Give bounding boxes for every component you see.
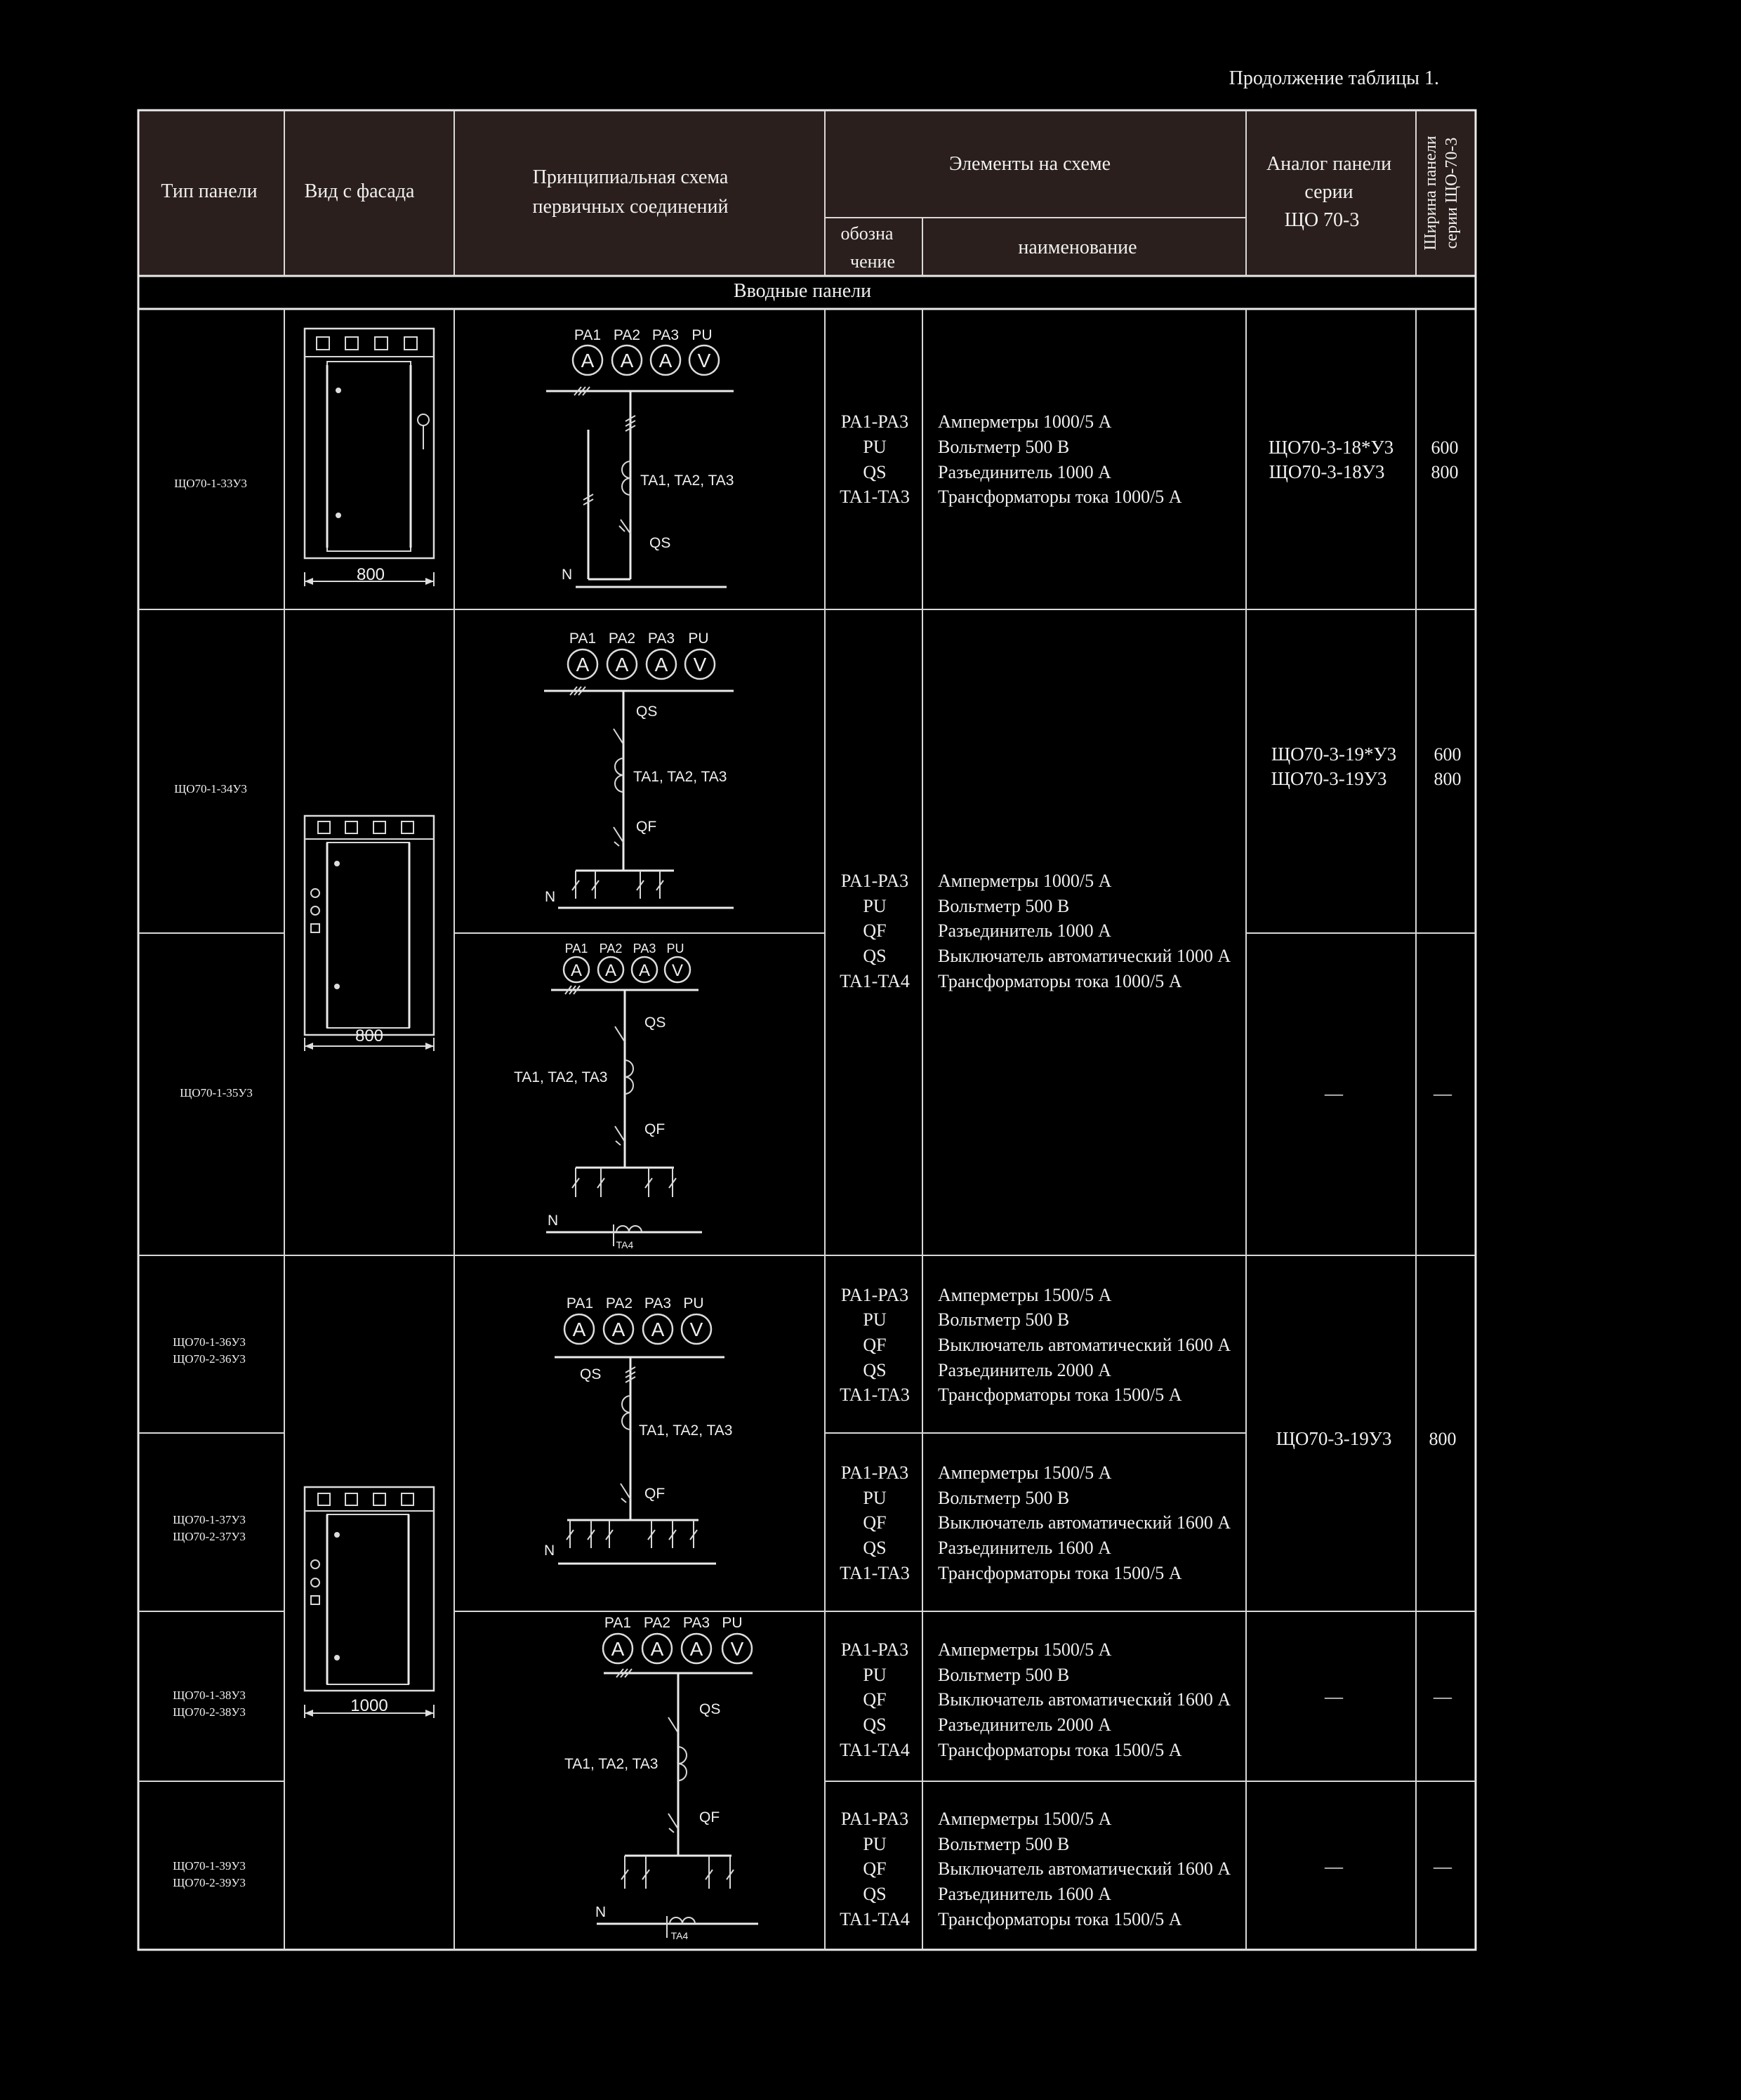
scheme-5-label-pa1: PA1 bbox=[604, 1615, 632, 1631]
element-name: Разъединитель 1000 А bbox=[938, 920, 1111, 941]
panel-type-34: ЩО70-1-34У3 bbox=[174, 782, 247, 795]
element-name: Амперметры 1000/5 А bbox=[938, 411, 1112, 432]
element-name: Выключатель автоматический 1000 А bbox=[938, 946, 1231, 966]
width-r3: — bbox=[1434, 1083, 1452, 1104]
scheme-3-label-ta4: TA4 bbox=[616, 1239, 634, 1250]
element-code: QF bbox=[863, 1512, 887, 1533]
header-elements: Элементы на схеме bbox=[948, 153, 1111, 175]
element-name: Амперметры 1500/5 А bbox=[938, 1462, 1112, 1483]
facade-view-2 bbox=[305, 816, 434, 1051]
scheme-5-label-pu: PU bbox=[722, 1615, 743, 1631]
header-designation-line1: обозна bbox=[840, 223, 894, 244]
scheme-2-label-ta: TA1, TA2, TA3 bbox=[633, 769, 727, 785]
analog-r2-line2: ЩО70-3-19У3 bbox=[1271, 768, 1387, 789]
panel-type-39-1: ЩО70-1-39У3 bbox=[173, 1859, 246, 1873]
analog-r2-line1: ЩО70-3-19*У3 bbox=[1271, 744, 1397, 765]
elements-group-2 bbox=[840, 871, 1231, 991]
header-width-line1: Ширина панели bbox=[1422, 136, 1440, 251]
element-code: TA1-TA3 bbox=[840, 487, 910, 507]
scheme-4-label-ta: TA1, TA2, TA3 bbox=[639, 1422, 733, 1439]
scheme-1-label-pa1: PA1 bbox=[574, 327, 602, 343]
elements-group-3 bbox=[840, 1285, 1231, 1405]
scheme-2-label-qf: QF bbox=[636, 819, 657, 835]
element-code: QF bbox=[863, 1858, 887, 1879]
scheme-4-label-pa2: PA2 bbox=[605, 1295, 633, 1312]
panel-type-39-2: ЩО70-2-39У3 bbox=[173, 1876, 246, 1889]
element-name: Трансформаторы тока 1500/5 А bbox=[938, 1909, 1182, 1929]
width-r2-line1: 600 bbox=[1434, 744, 1462, 765]
element-name: Вольтметр 500 В bbox=[938, 1665, 1070, 1685]
element-code: PA1-PA3 bbox=[840, 871, 909, 891]
element-code: PA1-PA3 bbox=[840, 1462, 909, 1483]
panel-type-33: ЩО70-1-33У3 bbox=[174, 477, 247, 490]
scheme-4-label-n: N bbox=[544, 1543, 555, 1559]
header-analog-line2: серии bbox=[1304, 181, 1353, 203]
scheme-3-volt: V bbox=[671, 961, 684, 980]
element-code: PA1-PA3 bbox=[840, 411, 909, 432]
panel-type-37-2: ЩО70-2-37У3 bbox=[173, 1530, 246, 1543]
element-name: Разъединитель 2000 А bbox=[938, 1715, 1111, 1735]
width-column bbox=[1429, 437, 1462, 1877]
scheme-4-label-qs: QS bbox=[580, 1366, 602, 1382]
element-name: Трансформаторы тока 1500/5 А bbox=[938, 1385, 1182, 1405]
element-name: Трансформаторы тока 1000/5 А bbox=[938, 971, 1182, 991]
scheme-5-label-qs: QS bbox=[699, 1701, 721, 1717]
scheme-5-label-pa2: PA2 bbox=[643, 1615, 671, 1631]
element-code: PU bbox=[863, 1488, 887, 1508]
scheme-1-label-ta: TA1, TA2, TA3 bbox=[640, 473, 734, 489]
panel-type-37-1: ЩО70-1-37У3 bbox=[173, 1513, 246, 1526]
facade-view-1 bbox=[305, 329, 434, 586]
element-name: Выключатель автоматический 1600 А bbox=[938, 1858, 1231, 1879]
scheme-3-label-n: N bbox=[548, 1213, 559, 1229]
width-r45: 800 bbox=[1429, 1429, 1457, 1449]
element-name: Амперметры 1000/5 А bbox=[938, 871, 1112, 891]
element-code: PU bbox=[863, 1665, 887, 1685]
panel-type-36-1: ЩО70-1-36У3 bbox=[173, 1335, 246, 1349]
scheme-diagram-2 bbox=[544, 630, 734, 908]
scheme-5-amp-3: A bbox=[689, 1638, 703, 1660]
scheme-3-label-pa2: PA2 bbox=[599, 942, 623, 956]
element-name: Разъединитель 2000 А bbox=[938, 1360, 1111, 1380]
scheme-1-label-pa3: PA3 bbox=[651, 327, 680, 343]
scheme-5-amp-2: A bbox=[650, 1638, 664, 1660]
scheme-1-label-pu: PU bbox=[691, 327, 713, 343]
scheme-1-volt: V bbox=[697, 350, 711, 371]
analog-r3: — bbox=[1325, 1083, 1343, 1104]
scheme-2-amp-1: A bbox=[576, 654, 590, 675]
analog-r1-line1: ЩО70-3-18*У3 bbox=[1268, 437, 1394, 458]
scheme-5-label-ta4: TA4 bbox=[670, 1930, 689, 1941]
scheme-4-label-qf: QF bbox=[644, 1486, 666, 1502]
element-name: Вольтметр 500 В bbox=[938, 1834, 1070, 1854]
element-code: TA1-TA4 bbox=[840, 1740, 910, 1760]
element-code: PA1-PA3 bbox=[840, 1285, 909, 1305]
panel-type-35: ЩО70-1-35У3 bbox=[180, 1086, 253, 1099]
scheme-3-label-qs: QS bbox=[644, 1015, 666, 1031]
element-name: Выключатель автоматический 1600 А bbox=[938, 1335, 1231, 1355]
element-name: Вольтметр 500 В bbox=[938, 896, 1070, 916]
header-name: наименование bbox=[1018, 237, 1137, 258]
element-name: Трансформаторы тока 1000/5 А bbox=[938, 487, 1182, 507]
element-name: Вольтметр 500 В bbox=[938, 1309, 1070, 1330]
header-facade: Вид с фасада bbox=[304, 180, 415, 202]
scheme-2-label-n: N bbox=[545, 889, 556, 905]
table-grid bbox=[138, 110, 1476, 1950]
scheme-2-label-pa1: PA1 bbox=[569, 630, 597, 647]
analog-r1-line2: ЩО70-3-18У3 bbox=[1269, 461, 1385, 482]
header-analog-line3: ЩО 70-3 bbox=[1284, 209, 1360, 231]
element-name: Амперметры 1500/5 А bbox=[938, 1639, 1112, 1660]
scheme-5-volt: V bbox=[730, 1638, 744, 1660]
scheme-3-label-pa3: PA3 bbox=[633, 942, 656, 956]
element-name: Вольтметр 500 В bbox=[938, 437, 1070, 457]
scheme-4-amp-2: A bbox=[611, 1319, 625, 1340]
element-code: PU bbox=[863, 896, 887, 916]
header-analog-line1: Аналог панели bbox=[1266, 153, 1392, 175]
scheme-2-label-pa3: PA3 bbox=[647, 630, 675, 647]
element-code: QS bbox=[863, 1884, 887, 1904]
facade-3-dimension: 1000 bbox=[350, 1696, 388, 1715]
header-designation-line2: чение bbox=[850, 251, 895, 272]
scheme-diagram-1 bbox=[546, 327, 734, 587]
scheme-3-label-pu: PU bbox=[666, 942, 684, 956]
scheme-diagram-3 bbox=[514, 942, 702, 1250]
scheme-1-label-qs: QS bbox=[649, 535, 671, 551]
width-r6: — bbox=[1434, 1686, 1452, 1707]
element-code: QS bbox=[863, 462, 887, 482]
scheme-2-amp-3: A bbox=[654, 654, 668, 675]
element-name: Трансформаторы тока 1500/5 А bbox=[938, 1563, 1182, 1583]
width-r1-line2: 800 bbox=[1431, 462, 1459, 482]
element-name: Разъединитель 1600 А bbox=[938, 1538, 1111, 1558]
element-code: QF bbox=[863, 1335, 887, 1355]
scheme-2-amp-2: A bbox=[615, 654, 629, 675]
element-code: PA1-PA3 bbox=[840, 1809, 909, 1829]
scheme-2-volt: V bbox=[693, 654, 707, 675]
scheme-2-label-pu: PU bbox=[688, 630, 709, 647]
element-name: Выключатель автоматический 1600 А bbox=[938, 1689, 1231, 1710]
panel-type-38-1: ЩО70-1-38У3 bbox=[173, 1689, 246, 1702]
scheme-3-amp-1: A bbox=[570, 961, 583, 980]
element-code: TA1-TA3 bbox=[840, 1563, 910, 1583]
scheme-5-label-ta: TA1, TA2, TA3 bbox=[564, 1756, 658, 1772]
elements-group-5 bbox=[840, 1639, 1231, 1760]
width-r1-line1: 600 bbox=[1431, 437, 1459, 458]
section-title: Вводные панели bbox=[733, 280, 872, 302]
scheme-3-amp-3: A bbox=[638, 961, 651, 980]
element-code: QF bbox=[863, 920, 887, 941]
scheme-5-amp-1: A bbox=[611, 1638, 625, 1660]
element-code: PU bbox=[863, 437, 887, 457]
scheme-4-label-pu: PU bbox=[683, 1295, 704, 1312]
element-name: Амперметры 1500/5 А bbox=[938, 1809, 1112, 1829]
width-r7: — bbox=[1434, 1856, 1452, 1877]
element-code: PA1-PA3 bbox=[840, 1639, 909, 1660]
scheme-1-label-pa2: PA2 bbox=[613, 327, 641, 343]
element-code: PU bbox=[863, 1309, 887, 1330]
element-name: Разъединитель 1600 А bbox=[938, 1884, 1111, 1904]
analog-r6: — bbox=[1325, 1686, 1343, 1707]
scheme-5-label-n: N bbox=[595, 1904, 607, 1920]
header-type: Тип панели bbox=[161, 180, 258, 202]
element-name: Вольтметр 500 В bbox=[938, 1488, 1070, 1508]
scheme-4-label-pa3: PA3 bbox=[644, 1295, 672, 1312]
scheme-diagram-5 bbox=[564, 1615, 758, 1941]
scheme-1-amp-3: A bbox=[658, 350, 673, 371]
header-scheme-line1: Принципиальная схема bbox=[532, 166, 729, 188]
scheme-4-amp-3: A bbox=[651, 1319, 665, 1340]
elements-group-4 bbox=[840, 1462, 1231, 1583]
header-width-line2: серии ЩО-70-3 bbox=[1443, 137, 1461, 249]
scheme-3-label-qf: QF bbox=[644, 1121, 666, 1137]
analog-r7: — bbox=[1325, 1856, 1343, 1877]
elements-group-1 bbox=[840, 411, 1182, 507]
scheme-4-amp-1: A bbox=[572, 1319, 586, 1340]
elements-group-6 bbox=[840, 1809, 1231, 1929]
element-code: PU bbox=[863, 1834, 887, 1854]
scheme-4-volt: V bbox=[689, 1319, 703, 1340]
scheme-1-amp-1: A bbox=[581, 350, 595, 371]
scheme-2-label-qs: QS bbox=[636, 704, 658, 720]
width-r2-line2: 800 bbox=[1434, 769, 1462, 789]
element-code: QS bbox=[863, 1715, 887, 1735]
scheme-diagram-4 bbox=[544, 1295, 732, 1564]
scheme-3-label-ta: TA1, TA2, TA3 bbox=[514, 1069, 608, 1085]
scheme-3-amp-2: A bbox=[604, 961, 617, 980]
scheme-2-label-pa2: PA2 bbox=[608, 630, 636, 647]
element-code: QS bbox=[863, 1360, 887, 1380]
scheme-4-label-pa1: PA1 bbox=[566, 1295, 594, 1312]
element-name: Трансформаторы тока 1500/5 А bbox=[938, 1740, 1182, 1760]
element-code: QS bbox=[863, 1538, 887, 1558]
element-code: TA1-TA4 bbox=[840, 1909, 910, 1929]
element-name: Выключатель автоматический 1600 А bbox=[938, 1512, 1231, 1533]
element-name: Амперметры 1500/5 А bbox=[938, 1285, 1112, 1305]
analog-column bbox=[1269, 437, 1396, 1877]
element-code: QS bbox=[863, 946, 887, 966]
element-name: Разъединитель 1000 А bbox=[938, 462, 1111, 482]
scheme-1-label-n: N bbox=[562, 567, 573, 583]
facade-2-dimension: 800 bbox=[355, 1026, 384, 1045]
scheme-3-label-pa1: PA1 bbox=[564, 942, 588, 956]
header-scheme-line2: первичных соединений bbox=[532, 196, 729, 218]
facade-view-3 bbox=[305, 1487, 434, 1718]
panel-type-36-2: ЩО70-2-36У3 bbox=[173, 1352, 246, 1366]
element-code: TA1-TA4 bbox=[840, 971, 910, 991]
element-code: QF bbox=[863, 1689, 887, 1710]
facade-1-dimension: 800 bbox=[356, 565, 385, 584]
panel-type-38-2: ЩО70-2-38У3 bbox=[173, 1705, 246, 1719]
panel-type-column bbox=[173, 477, 253, 1889]
scheme-5-label-qf: QF bbox=[699, 1809, 720, 1825]
analog-r45: ЩО70-3-19У3 bbox=[1276, 1428, 1392, 1449]
element-code: TA1-TA3 bbox=[840, 1385, 910, 1405]
scheme-5-label-pa3: PA3 bbox=[682, 1615, 710, 1631]
table-caption: Продолжение таблицы 1. bbox=[1229, 67, 1439, 89]
scheme-1-amp-2: A bbox=[620, 350, 634, 371]
